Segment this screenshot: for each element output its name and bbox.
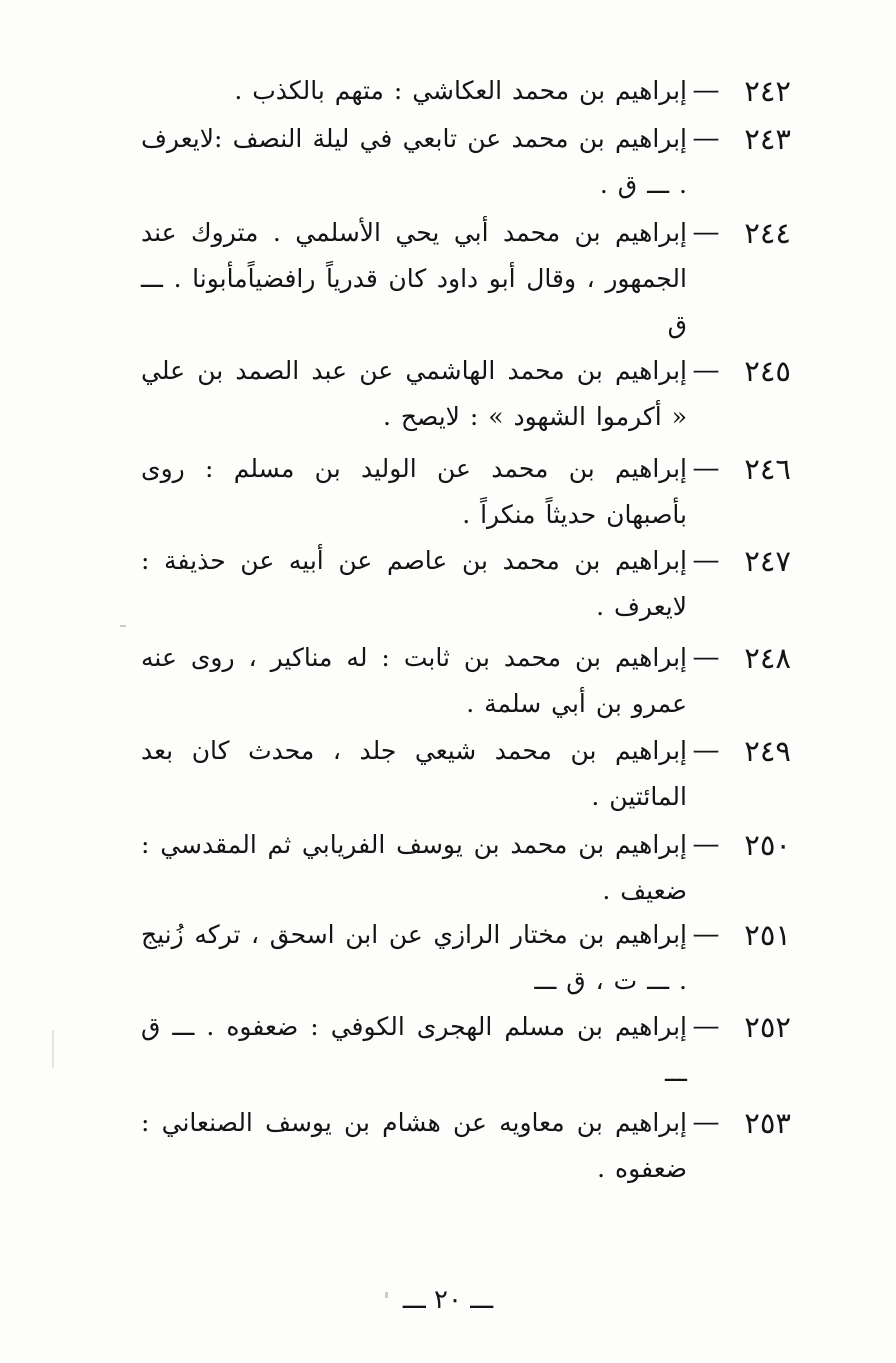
entry-text: إبراهيم بن محمد بن ثابت : له مناكير ، روى عنه عمرو بن أبي سلمة . — [141, 643, 687, 718]
entry-dash: — — [692, 829, 720, 860]
entry-number: ٢٤٩ — [744, 734, 791, 768]
entry-dash: — — [692, 1011, 720, 1042]
entry-dash: — — [692, 1107, 720, 1138]
entry-text: إبراهيم بن محمد عن الوليد بن مسلم : روى بأصبهان حديثاً منكراً . — [141, 454, 687, 529]
entry-dash: — — [692, 453, 720, 484]
page-number: ـــ ٢٠ ـــ — [402, 1285, 494, 1315]
scan-mark — [52, 1030, 54, 1068]
entry-text: إبراهيم بن محمد الهاشمي عن عبد الصمد بن علي « أكرموا الشهود » : لايصح . — [141, 356, 687, 431]
entry-text: إبراهيم بن محمد بن يوسف الفريابي ثم المقدسي : ضعيف . — [141, 830, 687, 905]
entry-number: ٢٥٢ — [744, 1010, 791, 1044]
entry-number: ٢٥٠ — [744, 828, 791, 862]
entry-242 — [141, 68, 791, 114]
entry-text: إبراهيم بن محمد أبي يحي الأسلمي . متروك عند الجمهور ، وقال أبو داود كان قدرياً رافضياًمأبونا . ـــ ق — [141, 218, 687, 339]
entry-text: إبراهيم بن معاويه عن هشام بن يوسف الصنعاني : ضعفوه . — [141, 1108, 687, 1183]
entry-dash: — — [692, 123, 720, 154]
entry-dash: — — [692, 355, 720, 386]
entry-number: ٢٤٤ — [744, 216, 791, 250]
entry-246 — [141, 446, 791, 538]
entry-number: ٢٤٦ — [744, 452, 791, 486]
entry-243 — [141, 116, 791, 208]
entry-text: إبراهيم بن محمد عن تابعي في ليلة النصف :لايعرف . ـــ ق . — [141, 124, 687, 199]
entry-number: ٢٤٢ — [744, 74, 791, 108]
entry-dash: — — [692, 735, 720, 766]
entry-number: ٢٤٥ — [744, 354, 791, 388]
entry-number: ٢٥٣ — [744, 1106, 791, 1140]
entry-dash: — — [692, 919, 720, 950]
entry-text: إبراهيم بن مسلم الهجرى الكوفي : ضعفوه . ـــ ق ـــ — [141, 1012, 687, 1087]
scan-speck — [385, 1292, 388, 1298]
entry-253 — [141, 1100, 791, 1192]
entry-number: ٢٤٧ — [744, 544, 791, 578]
entry-number: ٢٥١ — [744, 918, 791, 952]
entry-251 — [141, 912, 791, 1004]
entry-dash: — — [692, 217, 720, 248]
entry-text: إبراهيم بن محمد شيعي جلد ، محدث كان بعد المائتين . — [141, 736, 687, 811]
entry-text: إبراهيم بن مختار الرازي عن ابن اسحق ، تركه زُنيج . ـــ ت ، ق ـــ — [141, 920, 687, 995]
entry-249 — [141, 728, 791, 820]
entry-number: ٢٤٨ — [744, 641, 791, 675]
entry-number: ٢٤٣ — [744, 122, 791, 156]
entry-dash: — — [692, 75, 720, 106]
entry-text: إبراهيم بن محمد بن عاصم عن أبيه عن حذيفة : لايعرف . — [141, 546, 687, 621]
entry-248 — [141, 635, 791, 727]
entry-dash: — — [692, 642, 720, 673]
entry-text: إبراهيم بن محمد العكاشي : متهم بالكذب . — [234, 76, 687, 105]
entry-dash: — — [692, 545, 720, 576]
entry-247 — [141, 538, 791, 630]
entry-250 — [141, 822, 791, 914]
entry-244 — [141, 210, 791, 348]
scan-speck — [120, 625, 126, 627]
entry-245 — [141, 348, 791, 440]
entry-252 — [141, 1004, 791, 1096]
